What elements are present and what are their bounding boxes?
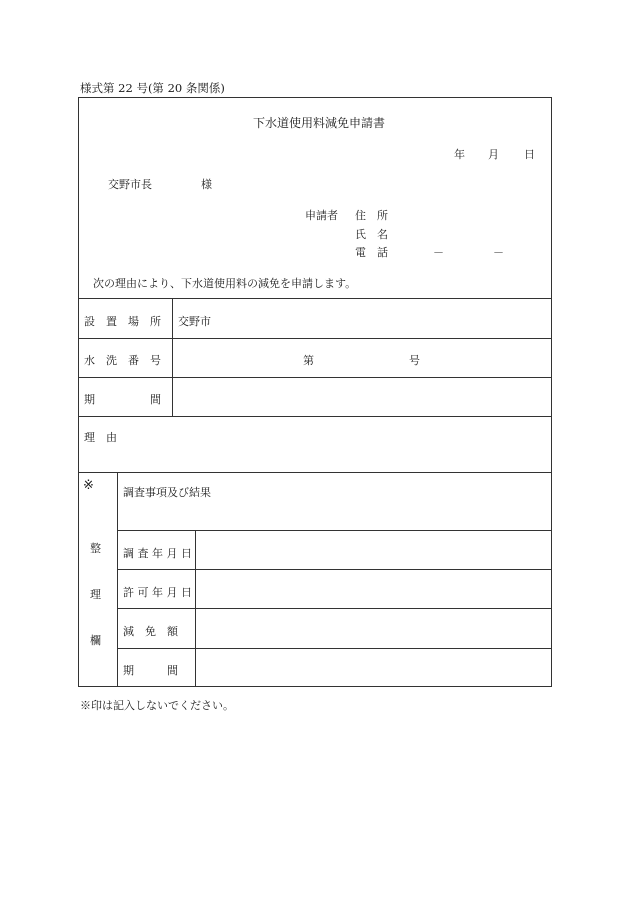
office-label-char: 整 bbox=[90, 542, 101, 555]
addressee-honorific: 様 bbox=[201, 178, 212, 191]
period-label: 期 間 bbox=[84, 393, 161, 406]
office-label-char: 理 bbox=[90, 588, 101, 601]
office-label-char: 欄 bbox=[90, 634, 101, 647]
divider bbox=[195, 530, 196, 687]
reason-label: 理 由 bbox=[84, 431, 117, 444]
flush-number-prefix: 第 bbox=[303, 354, 314, 367]
addressee-name: 交野市長 bbox=[108, 178, 152, 191]
phone-separator: － bbox=[433, 246, 444, 259]
flush-number-suffix: 号 bbox=[409, 354, 420, 367]
divider bbox=[172, 298, 173, 416]
reduction-amount-label: 減 免 額 bbox=[123, 625, 178, 638]
applicant-phone-label: 電 話 bbox=[355, 246, 388, 259]
form-title: 下水道使用料減免申請書 bbox=[253, 116, 386, 130]
date-day-label: 日 bbox=[524, 148, 535, 161]
footnote: ※印は記入しないでください。 bbox=[80, 699, 234, 712]
permit-date-label: 許 可 年 月 日 bbox=[123, 586, 192, 599]
divider bbox=[78, 377, 552, 378]
divider bbox=[117, 648, 552, 649]
divider bbox=[117, 530, 552, 531]
divider bbox=[78, 298, 552, 299]
applicant-address-label: 住 所 bbox=[355, 209, 388, 222]
form-number: 様式第 22 号(第 20 条関係) bbox=[80, 81, 225, 95]
applicant-label: 申請者 bbox=[305, 209, 338, 222]
application-statement: 次の理由により、下水道使用料の減免を申請します。 bbox=[93, 277, 357, 290]
survey-items-label: 調査事項及び結果 bbox=[123, 486, 211, 499]
date-year-label: 年 bbox=[454, 148, 465, 161]
divider bbox=[78, 472, 552, 473]
location-value: 交野市 bbox=[178, 315, 211, 328]
divider bbox=[78, 416, 552, 417]
divider bbox=[117, 472, 118, 687]
applicant-name-label: 氏 名 bbox=[355, 228, 388, 241]
location-label: 設 置 場 所 bbox=[84, 315, 161, 328]
divider bbox=[117, 608, 552, 609]
office-mark: ※ bbox=[83, 478, 94, 493]
office-period-label: 期 間 bbox=[123, 664, 178, 677]
flush-number-label: 水 洗 番 号 bbox=[84, 354, 161, 367]
date-month-label: 月 bbox=[488, 148, 499, 161]
survey-date-label: 調 査 年 月 日 bbox=[123, 547, 192, 560]
divider bbox=[117, 569, 552, 570]
divider bbox=[78, 338, 552, 339]
phone-separator: － bbox=[493, 246, 504, 259]
